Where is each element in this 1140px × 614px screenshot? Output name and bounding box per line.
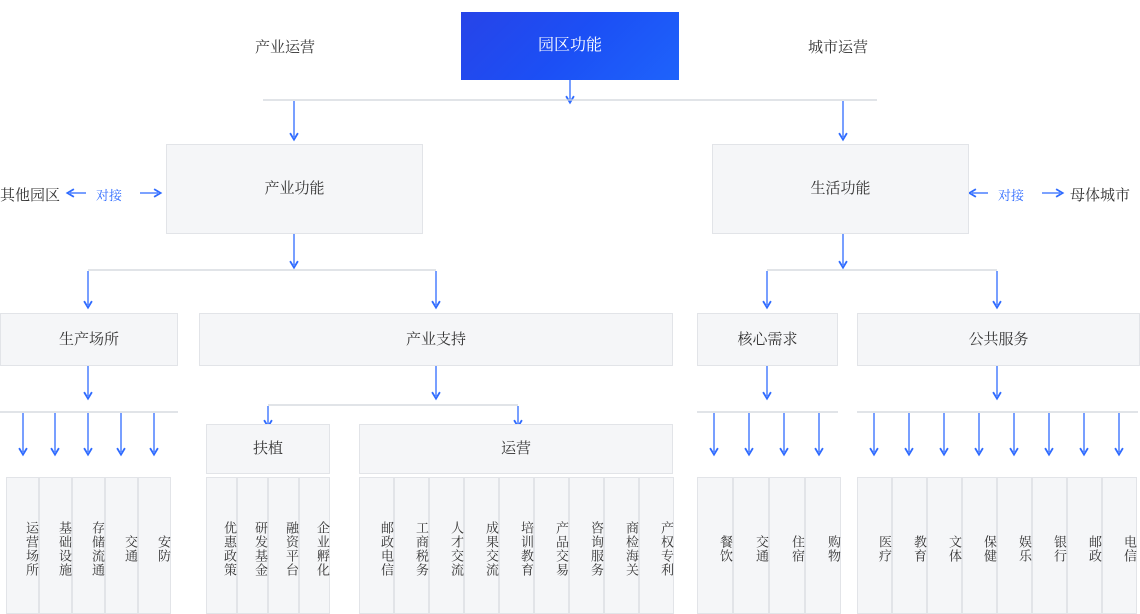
node-operation[interactable]: 运营	[359, 424, 673, 474]
leaf-item[interactable]: 培训教育	[499, 477, 534, 614]
leaf-item[interactable]: 保健	[962, 477, 997, 614]
label-city-operation: 城市运营	[808, 39, 869, 56]
leaf-item[interactable]: 研发基金	[237, 477, 268, 614]
connector-label-right: 对接	[998, 188, 1025, 203]
node-industry-function[interactable]: 产业功能	[166, 144, 423, 234]
leaf-item[interactable]: 邮政电信	[359, 477, 394, 614]
leaf-item[interactable]: 咨询服务	[569, 477, 604, 614]
leaf-item[interactable]: 成果交流	[464, 477, 499, 614]
node-industry-support[interactable]: 产业支持	[199, 313, 673, 366]
leaf-item[interactable]: 优惠政策	[206, 477, 237, 614]
node-park-function[interactable]: 园区功能	[461, 12, 679, 80]
leaf-item[interactable]: 邮政	[1067, 477, 1102, 614]
leaf-item[interactable]: 运营场所	[6, 477, 39, 614]
leaf-item[interactable]: 电信	[1102, 477, 1137, 614]
node-production-site[interactable]: 生产场所	[0, 313, 178, 366]
leaf-item[interactable]: 文体	[927, 477, 962, 614]
leaf-item[interactable]: 人才交流	[429, 477, 464, 614]
leaf-item[interactable]: 银行	[1032, 477, 1067, 614]
node-life-function[interactable]: 生活功能	[712, 144, 969, 234]
leaf-item[interactable]: 企业孵化	[299, 477, 330, 614]
leaf-item[interactable]: 基础设施	[39, 477, 72, 614]
leaf-item[interactable]: 产权专利	[639, 477, 674, 614]
leaf-item[interactable]: 医疗	[857, 477, 892, 614]
leaf-item[interactable]: 教育	[892, 477, 927, 614]
leaf-item[interactable]: 娱乐	[997, 477, 1032, 614]
label-other-parks: 其他园区	[0, 187, 61, 204]
leaf-item[interactable]: 融资平台	[268, 477, 299, 614]
leaf-item[interactable]: 交通	[105, 477, 138, 614]
connector-label-left: 对接	[96, 188, 123, 203]
leaf-item[interactable]: 餐饮	[697, 477, 733, 614]
leaf-item[interactable]: 产品交易	[534, 477, 569, 614]
leaf-item[interactable]: 工商税务	[394, 477, 429, 614]
node-cultivation[interactable]: 扶植	[206, 424, 330, 474]
leaf-item[interactable]: 购物	[805, 477, 841, 614]
label-parent-city: 母体城市	[1070, 187, 1131, 204]
label-industry-operation: 产业运营	[255, 39, 316, 56]
leaf-item[interactable]: 存储流通	[72, 477, 105, 614]
leaf-item[interactable]: 安防	[138, 477, 171, 614]
leaf-item[interactable]: 交通	[733, 477, 769, 614]
leaf-item[interactable]: 商检海关	[604, 477, 639, 614]
leaf-item[interactable]: 住宿	[769, 477, 805, 614]
node-public-service[interactable]: 公共服务	[857, 313, 1140, 366]
node-core-demand[interactable]: 核心需求	[697, 313, 838, 366]
